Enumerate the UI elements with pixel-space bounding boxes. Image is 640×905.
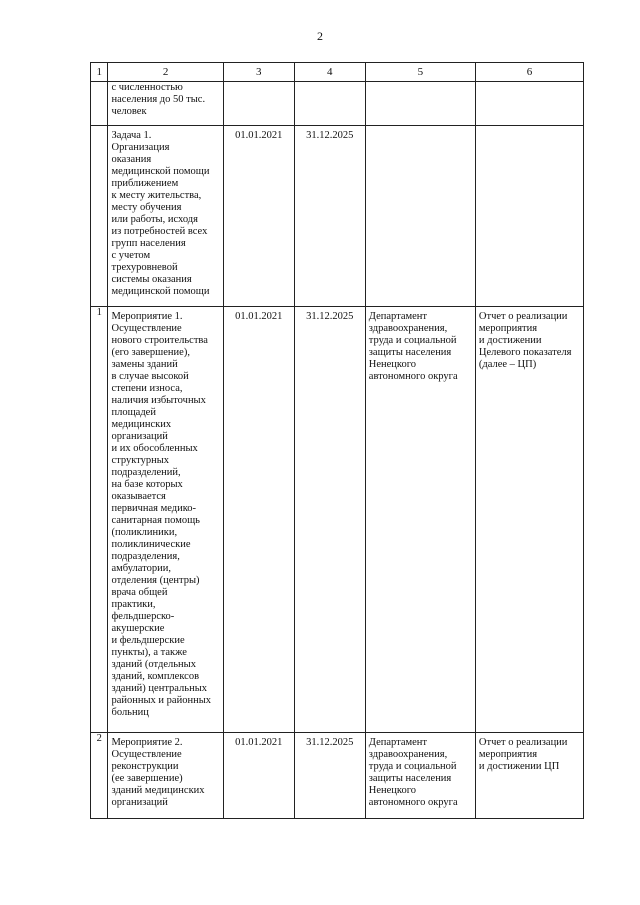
- column-number: 4: [294, 63, 365, 82]
- row-number-cell: [91, 82, 108, 126]
- name-cell-line: зданий) центральных: [111, 683, 207, 694]
- result-cell-line: Целевого показателя: [478, 347, 572, 358]
- page-number: 2: [317, 29, 323, 43]
- name-cell-line: отделения (центры): [111, 575, 200, 586]
- column-number: 1: [91, 63, 108, 82]
- executor-cell: [365, 82, 475, 126]
- name-cell-line: с численностью: [111, 82, 183, 93]
- name-cell-line: амбулатории,: [111, 563, 171, 574]
- result-cell-line: Отчет о реализации: [478, 311, 568, 322]
- end-date-cell: [294, 82, 365, 126]
- row-number-cell: 1: [91, 307, 108, 733]
- executor-cell-line: защиты населения: [368, 773, 452, 784]
- name-cell-line: трехуровневой: [111, 262, 178, 273]
- column-number-row: [91, 63, 584, 82]
- name-cell-line: и их обособленных: [111, 443, 198, 454]
- result-cell-line: Отчет о реализации: [478, 737, 568, 748]
- name-cell-line: групп населения: [111, 238, 186, 249]
- name-cell-line: организаций: [111, 797, 168, 808]
- table-row: [91, 126, 584, 307]
- name-cell-line: медицинской помощи: [111, 166, 210, 177]
- name-cell-line: (ее завершение): [111, 773, 183, 784]
- table-row: [91, 307, 584, 733]
- name-cell-line: зданий (отдельных: [111, 659, 196, 670]
- name-cell: [108, 82, 223, 126]
- table-row: [91, 733, 584, 819]
- result-cell-line: мероприятия: [478, 749, 538, 760]
- name-cell-line: или работы, исходя: [111, 214, 198, 225]
- name-cell-line: районных и районных: [111, 695, 211, 706]
- name-cell-line: на базе которых: [111, 479, 183, 490]
- result-cell: [475, 82, 583, 126]
- name-cell: [108, 126, 223, 307]
- name-cell-line: нового строительства: [111, 335, 208, 346]
- name-cell-line: Мероприятие 1.: [111, 311, 183, 322]
- result-cell-line: и достижении: [478, 335, 542, 346]
- executor-cell: [365, 126, 475, 307]
- name-cell-line: замены зданий: [111, 359, 178, 370]
- executor-cell: [365, 733, 475, 819]
- name-cell-line: человек: [111, 106, 147, 117]
- result-cell: [475, 733, 583, 819]
- name-cell-line: наличия избыточных: [111, 395, 206, 406]
- row-number-cell: [91, 126, 108, 307]
- name-cell-line: системы оказания: [111, 274, 192, 285]
- end-date-cell: 31.12.2025: [294, 126, 365, 307]
- name-cell-line: поликлинические: [111, 539, 191, 550]
- name-cell-line: фельдшерско-: [111, 611, 175, 622]
- name-cell-line: медицинской помощи: [111, 286, 210, 297]
- name-cell-line: оказания: [111, 154, 152, 165]
- end-date-cell: 31.12.2025: [294, 307, 365, 733]
- name-cell-line: в случае высокой: [111, 371, 189, 382]
- executor-cell-line: Департамент: [368, 737, 428, 748]
- name-cell-line: структурных: [111, 455, 170, 466]
- column-number: 6: [475, 63, 583, 82]
- start-date-cell: 01.01.2021: [223, 126, 294, 307]
- column-number: 2: [108, 63, 223, 82]
- name-cell-line: практики,: [111, 599, 156, 610]
- name-cell-line: санитарная помощь: [111, 515, 200, 526]
- result-cell: [475, 126, 583, 307]
- result-cell-line: и достижении ЦП: [478, 761, 560, 772]
- name-cell-line: из потребностей всех: [111, 226, 208, 237]
- name-cell-line: медицинских: [111, 419, 172, 430]
- name-cell-line: первичная медико-: [111, 503, 197, 514]
- name-cell-line: пункты), а также: [111, 647, 187, 658]
- name-cell-line: степени износа,: [111, 383, 183, 394]
- executor-cell-line: автономного округа: [368, 371, 458, 382]
- start-date-cell: [223, 82, 294, 126]
- name-cell-line: подразделений,: [111, 467, 181, 478]
- name-cell-line: Задача 1.: [111, 130, 152, 141]
- name-cell-line: Мероприятие 2.: [111, 737, 183, 748]
- result-cell: [475, 307, 583, 733]
- executor-cell-line: здравоохранения,: [368, 749, 448, 760]
- name-cell-line: реконструкции: [111, 761, 179, 772]
- name-cell-line: месту обучения: [111, 202, 182, 213]
- executor-cell-line: Департамент: [368, 311, 428, 322]
- table-row: [91, 82, 584, 126]
- executor-cell-line: здравоохранения,: [368, 323, 448, 334]
- name-cell-line: зданий, комплексов: [111, 671, 200, 682]
- name-cell-line: Организация: [111, 142, 170, 153]
- result-cell-line: мероприятия: [478, 323, 538, 334]
- name-cell-line: и фельдшерские: [111, 635, 185, 646]
- executor-cell-line: защиты населения: [368, 347, 452, 358]
- name-cell-line: оказывается: [111, 491, 166, 502]
- name-cell-line: к месту жительства,: [111, 190, 202, 201]
- executor-cell-line: Ненецкого: [368, 785, 417, 796]
- name-cell-line: площадей: [111, 407, 156, 418]
- column-number: 5: [365, 63, 475, 82]
- name-cell-line: больниц: [111, 707, 149, 718]
- executor-cell-line: труда и социальной: [368, 335, 457, 346]
- name-cell-line: приближением: [111, 178, 179, 189]
- name-cell: [108, 307, 223, 733]
- name-cell-line: (поликлиники,: [111, 527, 178, 538]
- result-cell-line: (далее – ЦП): [478, 359, 537, 370]
- executor-cell-line: автономного округа: [368, 797, 458, 808]
- name-cell-line: подразделения,: [111, 551, 180, 562]
- start-date-cell: 01.01.2021: [223, 307, 294, 733]
- column-number: 3: [223, 63, 294, 82]
- name-cell-line: с учетом: [111, 250, 151, 261]
- name-cell-line: организаций: [111, 431, 168, 442]
- name-cell-line: Осуществление: [111, 749, 182, 760]
- start-date-cell: 01.01.2021: [223, 733, 294, 819]
- name-cell: [108, 733, 223, 819]
- end-date-cell: 31.12.2025: [294, 733, 365, 819]
- executor-cell: [365, 307, 475, 733]
- name-cell-line: зданий медицинских: [111, 785, 205, 796]
- name-cell-line: населения до 50 тыс.: [111, 94, 206, 105]
- name-cell-line: (его завершение),: [111, 347, 190, 358]
- name-cell-line: Осуществление: [111, 323, 182, 334]
- program-table: [90, 62, 584, 819]
- executor-cell-line: труда и социальной: [368, 761, 457, 772]
- row-number-cell: 2: [91, 733, 108, 819]
- name-cell-line: врача общей: [111, 587, 168, 598]
- executor-cell-line: Ненецкого: [368, 359, 417, 370]
- name-cell-line: акушерские: [111, 623, 165, 634]
